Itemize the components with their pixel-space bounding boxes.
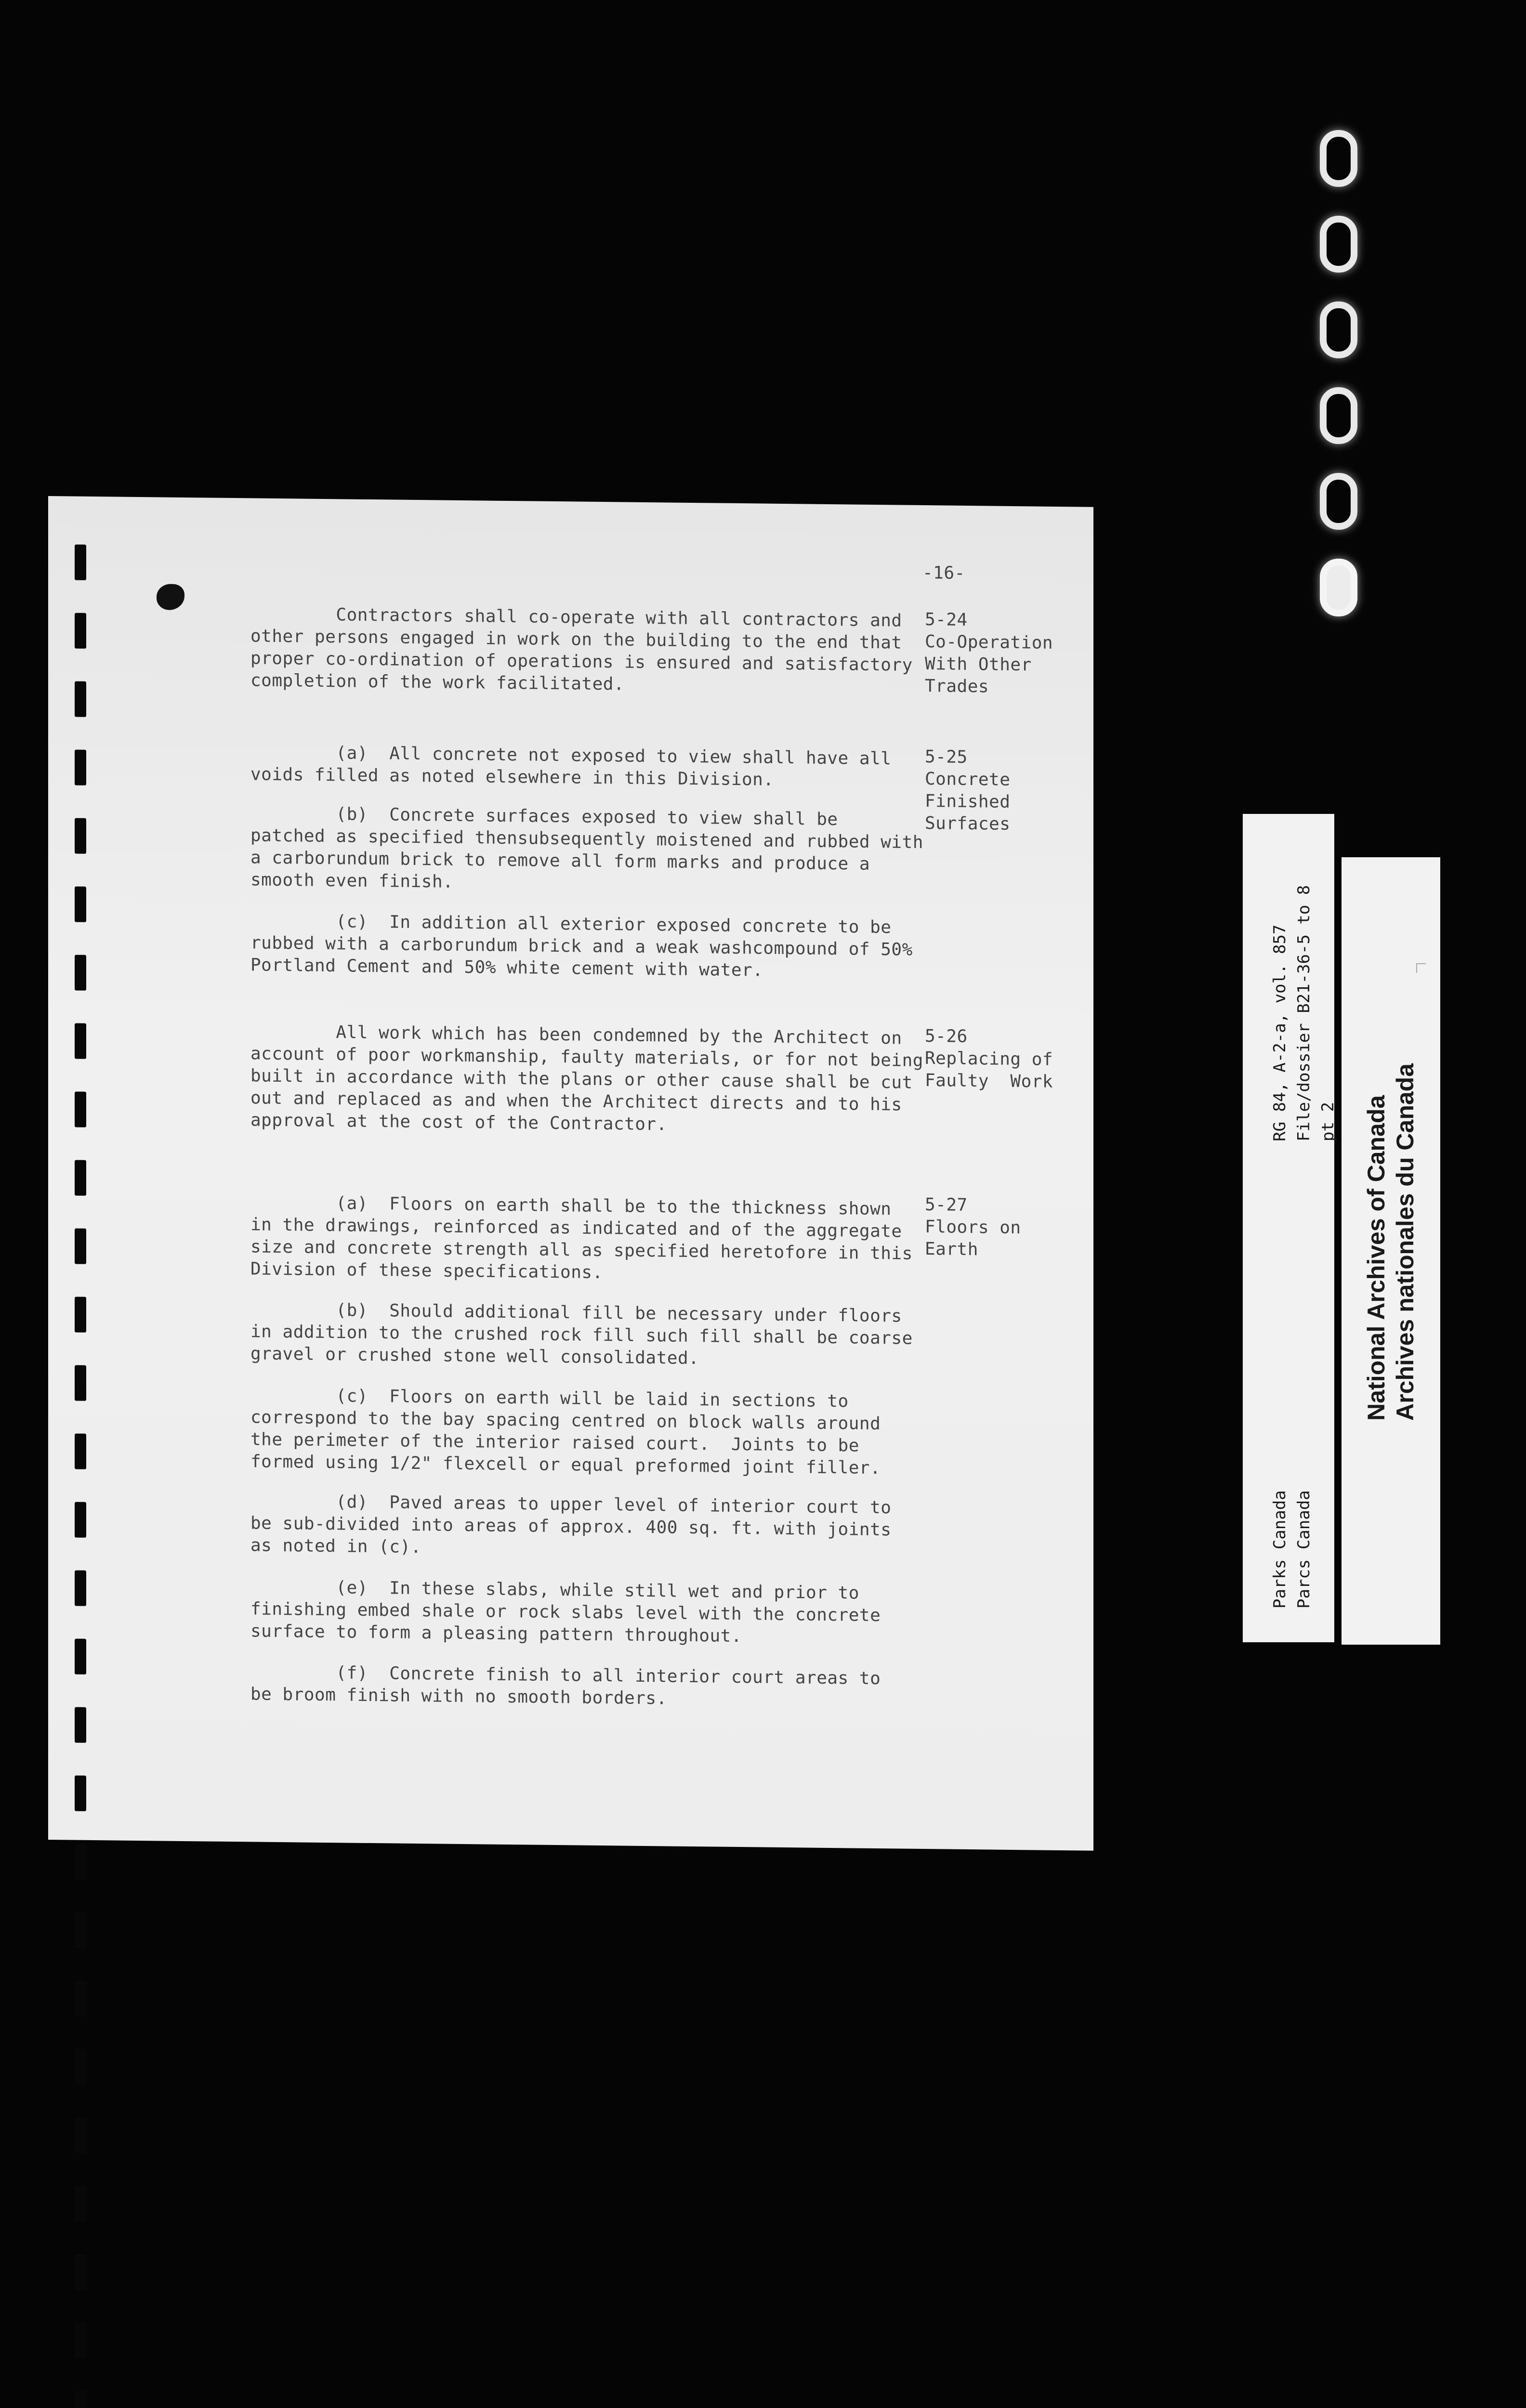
paragraph: (a) All concrete not exposed to view shall have all voids filled as noted elsewhere in this Division. (250, 742, 892, 790)
margin-heading-5-27: 5-27 Floors on Earth (925, 1195, 1021, 1260)
paragraph: All work which has been condemned by the Architect on account of poor workmanship, faulty materials, or for not being built in accordance with the plans or other cause shall be cut out and replaced as and when the Architect directs and to his approval at the cost of the Contractor. (250, 1021, 923, 1135)
paragraph: (b) Should additional fill be necessary under floors in addition to the crushed rock fill such fill shall be coarse gravel or crushed stone well consolidated. (250, 1299, 913, 1369)
paragraph: (a) Floors on earth shall be to the thickness shown in the drawings, reinforced as indicated and of the aggregate size and concrete strength all as specified heretofore in this Division of these specifications. (250, 1192, 913, 1283)
margin-heading-5-25: 5-25 Concrete Finished Surfaces (925, 747, 1011, 834)
paragraph: (d) Paved areas to upper level of interior court to be sub-divided into areas of approx. 400 sq. ft. with joints as noted in (c). (250, 1491, 892, 1557)
paragraph: (c) Floors on earth will be laid in sections to correspond to the bay spacing centred on block walls around the perimeter of the interior raised court. Joints to be formed using 1/2" flexcell or equal preformed joint filler. (250, 1385, 881, 1479)
archive-name-label (1342, 857, 1440, 1645)
margin-heading-5-26: 5-26 Replacing of Faulty Work (925, 1026, 1053, 1092)
ink-blot (157, 584, 184, 610)
page-number: -16- (922, 563, 965, 583)
paragraph: (c) In addition all exterior exposed concrete to be rubbed with a carborundum brick and a weak washcompound of 50% Portland Cement and 50% white cement with water. (250, 911, 913, 981)
archive-reference-label (1243, 814, 1338, 1642)
archive-name-en: National Archives of Canada (1363, 1095, 1390, 1421)
reference: RG 84, A-2-a, vol. 857 (1270, 924, 1289, 1141)
agency-en: Parks Canada (1270, 1490, 1289, 1609)
file-number: File/dossier B21-36-5 to 8 (1294, 885, 1314, 1141)
binder-holes (75, 545, 89, 2408)
margin-heading-5-24: 5-24 Co-Operation With Other Trades (925, 610, 1053, 697)
paragraph: (b) Concrete surfaces exposed to view shall be patched as specified thensubsequently moistened and rubbed with a carborundum brick to remove all form marks and produce a smooth even finish. (250, 803, 923, 892)
frame-number (1320, 130, 1363, 645)
document-page (48, 496, 1093, 1851)
part-number: pt 2 (1318, 1102, 1338, 1141)
corner-mark (1416, 963, 1426, 973)
agency-fr: Parcs Canada (1294, 1490, 1314, 1609)
paragraph: (e) In these slabs, while still wet and prior to finishing embed shale or rock slabs level with the concrete surface to form a pleasing pattern throughout. (250, 1577, 881, 1647)
archive-name-fr: Archives nationales du Canada (1392, 1063, 1419, 1421)
paragraph: Contractors shall co-operate with all contractors and other persons engaged in work on the building to the end that proper co-ordination of operations is ensured and satisfactory completion of the work facilitated. (250, 604, 913, 694)
paragraph: (f) Concrete finish to all interior court areas to be broom finish with no smooth borders. (250, 1662, 881, 1709)
